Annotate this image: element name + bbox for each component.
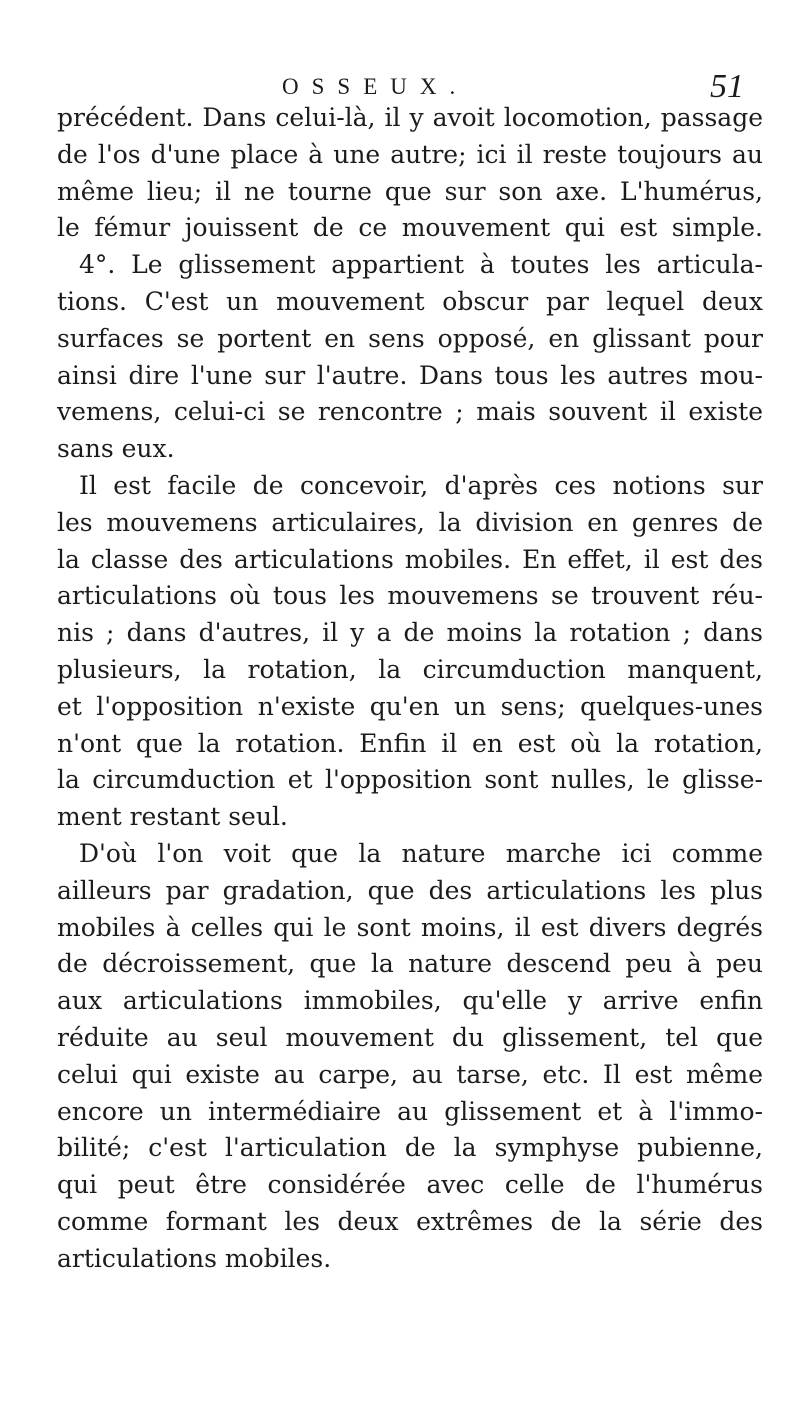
text-line: le fémur jouissent de ce mouvement qui est simple. bbox=[57, 213, 763, 243]
text-line: celui qui existe au carpe, au tarse, etc. Il est même bbox=[57, 1059, 763, 1089]
text-line: n'ont que la rotation. Enfin il en est où la rotation, bbox=[57, 728, 763, 758]
text-line: tions. C'est un mouvement obscur par lequel deux bbox=[57, 286, 763, 316]
running-title: OSSEUX. bbox=[282, 74, 469, 99]
text-line: vemens, celui-ci se rencontre ; mais souvent il existe bbox=[57, 397, 763, 427]
text-line: de décroissement, que la nature descend peu à peu bbox=[57, 949, 763, 979]
text-line: nis ; dans d'autres, il y a de moins la rotation ; dans bbox=[57, 618, 763, 648]
text-line: mobiles à celles qui le sont moins, il est divers degrés bbox=[57, 912, 763, 942]
text-line: articulations où tous les mouvemens se trouvent réu- bbox=[57, 581, 763, 611]
page-number: 51 bbox=[710, 68, 744, 105]
text-line: ailleurs par gradation, que des articulations les plus bbox=[57, 875, 763, 905]
text-line: réduite au seul mouvement du glissement, tel que bbox=[57, 1022, 763, 1052]
text-line: ainsi dire l'une sur l'autre. Dans tous les autres mou- bbox=[57, 360, 763, 390]
text-line: la circumduction et l'opposition sont nulles, le glisse- bbox=[57, 765, 763, 795]
text-line: précédent. Dans celui-là, il y avoit locomotion, passage bbox=[57, 103, 763, 132]
text-line-paragraph-end: ment restant seul. bbox=[57, 802, 288, 832]
text-line: et l'opposition n'existe qu'en un sens; quelques-unes bbox=[57, 691, 763, 721]
text-line: plusieurs, la rotation, la circumduction manquent, bbox=[57, 654, 763, 684]
text-line-paragraph-end: sans eux. bbox=[57, 434, 175, 464]
text-line-paragraph-start: Il est facile de concevoir, d'après ces notions sur bbox=[79, 470, 763, 500]
text-line-paragraph-end: articulations mobiles. bbox=[57, 1243, 332, 1273]
text-line: bilité; c'est l'articulation de la symphyse pubienne, bbox=[57, 1133, 763, 1163]
text-line: aux articulations immobiles, qu'elle y arrive enfin bbox=[57, 986, 763, 1016]
text-line-paragraph-start: D'où l'on voit que la nature marche ici comme bbox=[79, 838, 763, 868]
text-line: encore un intermédiaire au glissement et à l'immo- bbox=[57, 1096, 763, 1126]
text-line: surfaces se portent en sens opposé, en glissant pour bbox=[57, 323, 763, 353]
body-text bbox=[57, 100, 763, 1278]
text-line: même lieu; il ne tourne que sur son axe. L'humérus, bbox=[57, 176, 763, 206]
text-line-paragraph-start: 4°. Le glissement appartient à toutes les articula- bbox=[79, 250, 763, 280]
text-line: de l'os d'une place à une autre; ici il reste toujours au bbox=[57, 139, 763, 169]
text-line: comme formant les deux extrêmes de la série des bbox=[57, 1206, 763, 1236]
text-line: les mouvemens articulaires, la division en genres de bbox=[57, 507, 763, 537]
text-line: la classe des articulations mobiles. En effet, il est des bbox=[57, 544, 763, 574]
text-line: qui peut être considérée avec celle de l'humérus bbox=[57, 1170, 763, 1200]
